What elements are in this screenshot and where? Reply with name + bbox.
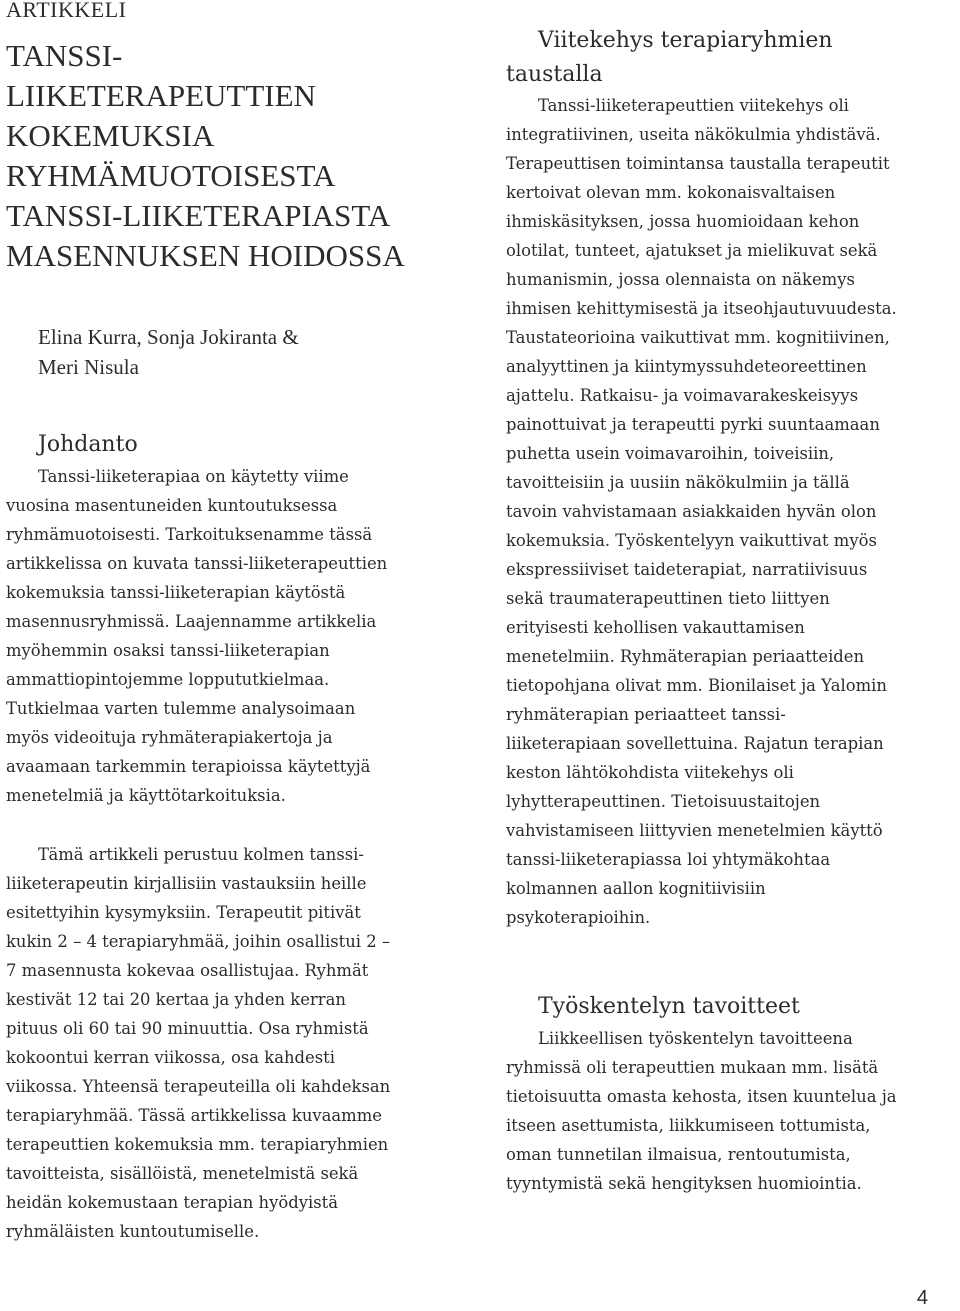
text-line: humanismin, jossa olennaista on näkemys bbox=[506, 270, 855, 289]
text-line: ryhmäläisten kuntoutumiselle. bbox=[6, 1222, 260, 1241]
author-line: Elina Kurra, Sonja Jokiranta & bbox=[38, 325, 299, 349]
text-line: ekspressiiviset taideterapiat, narratiivisuus bbox=[506, 560, 868, 579]
text-line: myöhemmin osaksi tanssi-liiketerapian bbox=[6, 641, 330, 660]
text-line: lyhytterapeuttinen. Tietoisuustaitojen bbox=[506, 792, 821, 811]
text-line: tavoin vahvistamaan asiakkaiden hyvän olon bbox=[506, 502, 877, 521]
text-line: liiketerapiaan sovellettuina. Rajatun terapian bbox=[506, 734, 884, 753]
text-line: ajattelu. Ratkaisu- ja voimavarakeskeisyys bbox=[506, 386, 859, 405]
text-line: analyyttinen ja kiintymyssuhdeteoreettinen bbox=[506, 357, 867, 376]
text-line: liiketerapeutin kirjallisiin vastauksiin heille bbox=[6, 874, 367, 893]
title-line: LIIKETERAPEUTTIEN bbox=[6, 78, 316, 113]
text-line: tavoitteista, sisällöistä, menetelmistä sekä bbox=[6, 1164, 359, 1183]
intro-paragraph bbox=[6, 462, 387, 810]
section-label: ARTIKKELI bbox=[6, 0, 127, 22]
title-line: TANSSI- bbox=[6, 38, 123, 73]
text-line: ryhmissä oli terapeuttien mukaan mm. lisätä bbox=[506, 1058, 879, 1077]
text-line: olotilat, tunteet, ajatukset ja mielikuvat sekä bbox=[506, 241, 878, 260]
text-line: esitettyihin kysymyksiin. Terapeutit pitivät bbox=[6, 903, 361, 922]
text-line: masennusryhmissä. Laajennamme artikkelia bbox=[6, 612, 377, 631]
text-line: viikossa. Yhteensä terapeuteilla oli kahdeksan bbox=[6, 1077, 391, 1096]
article-title bbox=[6, 36, 405, 276]
text-line: ihmiskäsityksen, jossa huomioidaan kehon bbox=[506, 212, 860, 231]
text-line: Liikkeellisen työskentelyn tavoitteena bbox=[538, 1029, 853, 1048]
text-line: puhetta usein voimavaroihin, toiveisiin, bbox=[506, 444, 835, 463]
text-line: terapiaryhmää. Tässä artikkelissa kuvaamme bbox=[6, 1106, 382, 1125]
text-line: integratiivinen, useita näkökulmia yhdistävä. bbox=[506, 125, 881, 144]
goals-paragraph bbox=[506, 1024, 897, 1198]
text-line: kertoivat olevan mm. kokonaisvaltaisen bbox=[506, 183, 836, 202]
title-line: RYHMÄMUOTOISESTA bbox=[6, 158, 336, 193]
text-line: vuosina masentuneiden kuntoutuksessa bbox=[6, 496, 338, 515]
text-line: psykoterapioihin. bbox=[506, 908, 651, 927]
text-line: painottuivat ja terapeutti pyrki suuntaamaan bbox=[506, 415, 880, 434]
text-line: tyyntymistä sekä hengityksen huomiointia. bbox=[506, 1174, 862, 1193]
text-line: ammattiopintojemme loppututkielmaa. bbox=[6, 670, 330, 689]
framework-paragraph bbox=[506, 91, 897, 932]
intro-heading: Johdanto bbox=[38, 432, 138, 457]
text-line: sekä traumaterapeuttinen tieto liittyen bbox=[506, 589, 830, 608]
author-list bbox=[38, 322, 299, 382]
text-line: itseen asettumista, liikkumiseen tottumista, bbox=[506, 1116, 871, 1135]
text-line: heidän kokemustaan terapian hyödyistä bbox=[6, 1193, 338, 1212]
goals-heading: Työskentelyn tavoitteet bbox=[538, 994, 800, 1019]
text-line: kokoontui kerran viikossa, osa kahdesti bbox=[6, 1048, 335, 1067]
text-line: keston lähtökohdista viitekehys oli bbox=[506, 763, 794, 782]
text-line: artikkelissa on kuvata tanssi-liiketerapeuttien bbox=[6, 554, 388, 573]
text-line: tanssi-liiketerapiassa loi yhtymäkohtaa bbox=[506, 850, 831, 869]
text-line: 7 masennusta kokevaa osallistujaa. Ryhmät bbox=[6, 961, 369, 980]
basis-paragraph bbox=[6, 840, 390, 1246]
text-line: ihmisen kehittymisestä ja itseohjautuvuudesta. bbox=[506, 299, 897, 318]
text-line: menetelmiin. Ryhmäterapian periaatteiden bbox=[506, 647, 865, 666]
page-number: 4 bbox=[916, 1287, 928, 1309]
text-line: tietoisuutta omasta kehosta, itsen kuuntelua ja bbox=[506, 1087, 897, 1106]
text-line: tavoitteisiin ja uusiin näkökulmiin ja tällä bbox=[506, 473, 850, 492]
text-line: avaamaan tarkemmin terapioissa käytettyjä bbox=[6, 757, 371, 776]
text-line: menetelmiä ja käyttötarkoituksia. bbox=[6, 786, 286, 805]
text-line: kolmannen aallon kognitiivisiin bbox=[506, 879, 766, 898]
text-line: Tutkielmaa varten tulemme analysoimaan bbox=[6, 699, 356, 718]
text-line: Tanssi-liiketerapeuttien viitekehys oli bbox=[538, 96, 849, 115]
text-line: ryhmämuotoisesti. Tarkoituksenamme tässä bbox=[6, 525, 373, 544]
title-line: MASENNUKSEN HOIDOSSA bbox=[6, 238, 405, 273]
text-line: Taustateorioina vaikuttivat mm. kognitiivinen, bbox=[506, 328, 890, 347]
title-line: KOKEMUKSIA bbox=[6, 118, 215, 153]
text-line: Terapeuttisen toimintansa taustalla terapeutit bbox=[506, 154, 890, 173]
heading-line: taustalla bbox=[506, 62, 603, 87]
text-line: Tanssi-liiketerapiaa on käytetty viime bbox=[38, 467, 349, 486]
author-line: Meri Nisula bbox=[38, 355, 139, 379]
heading-line: Viitekehys terapiaryhmien bbox=[538, 28, 833, 53]
text-line: ryhmäterapian periaatteet tanssi- bbox=[506, 705, 786, 724]
title-line: TANSSI-LIIKETERAPIASTA bbox=[6, 198, 391, 233]
text-line: oman tunnetilan ilmaisua, rentoutumista, bbox=[506, 1145, 851, 1164]
text-line: kestivät 12 tai 20 kertaa ja yhden kerran bbox=[6, 990, 346, 1009]
text-line: vahvistamiseen liittyvien menetelmien käyttö bbox=[506, 821, 883, 840]
text-line: kukin 2 – 4 terapiaryhmää, joihin osallistui 2 – bbox=[6, 932, 391, 951]
text-line: pituus oli 60 tai 90 minuuttia. Osa ryhmistä bbox=[6, 1019, 369, 1038]
text-line: erityisesti kehollisen vakauttamisen bbox=[506, 618, 805, 637]
text-line: terapeuttien kokemuksia mm. terapiaryhmien bbox=[6, 1135, 389, 1154]
text-line: kokemuksia tanssi-liiketerapian käytöstä bbox=[6, 583, 346, 602]
text-line: Tämä artikkeli perustuu kolmen tanssi- bbox=[38, 845, 364, 864]
framework-heading bbox=[506, 24, 833, 92]
text-line: myös videoituja ryhmäterapiakertoja ja bbox=[6, 728, 333, 747]
text-line: kokemuksia. Työskentelyyn vaikuttivat myös bbox=[506, 531, 877, 550]
text-line: tietopohjana olivat mm. Bionilaiset ja Yalomin bbox=[506, 676, 887, 695]
